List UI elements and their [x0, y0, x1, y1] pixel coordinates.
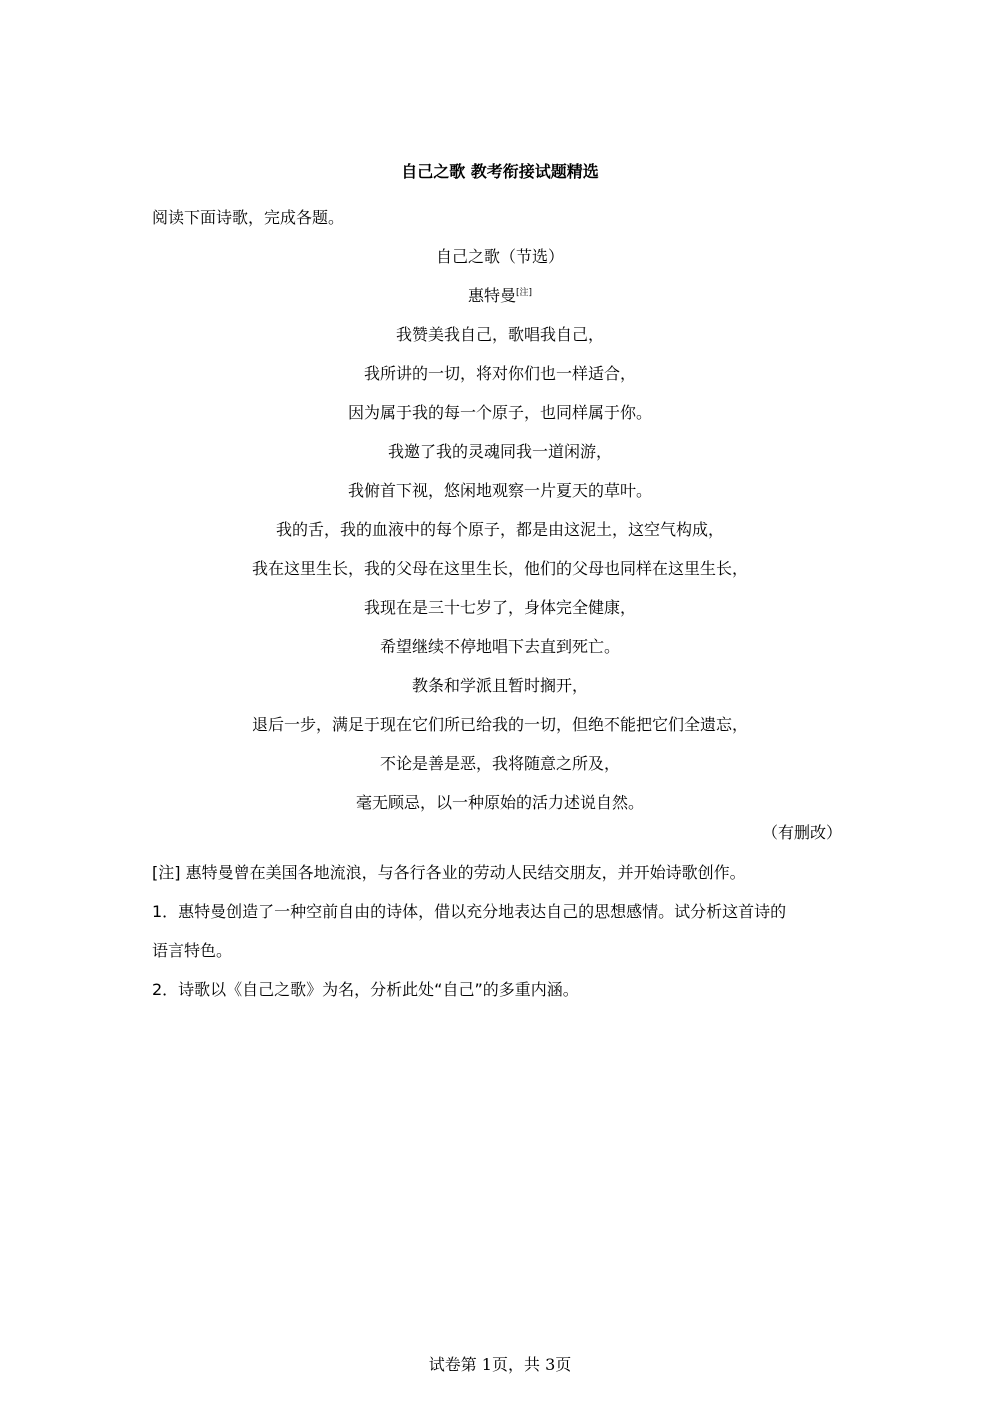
question-2: 2．诗歌以《自己之歌》为名，分析此处“自己”的多重内涵。 — [152, 980, 579, 999]
poem-line: 我赞美我自己，歌唱我自己， — [395, 325, 604, 344]
reading-instruction: 阅读下面诗歌，完成各题。 — [152, 208, 345, 227]
poem-line: 毫无顾忌，以一种原始的活力述说自然。 — [355, 793, 644, 812]
poem-title: 自己之歌（节选） — [435, 247, 564, 266]
author-note-marker: [注] — [515, 288, 533, 298]
poem-line: 因为属于我的每一个原子，也同样属于你。 — [347, 403, 652, 422]
page-footer: 试卷第 1页，共 3页 — [428, 1355, 572, 1374]
poem-line: 我现在是三十七岁了，身体完全健康， — [363, 598, 636, 617]
question-1-continued: 语言特色。 — [152, 941, 233, 960]
source-note: （有删改） — [761, 823, 842, 842]
poem-line: 我俯首下视，悠闲地观察一片夏天的草叶。 — [347, 481, 652, 500]
poem-line: 教条和学派且暂时搁开， — [411, 676, 588, 695]
document-title: 自己之歌 教考衔接试题精选 — [401, 162, 599, 181]
footnote: [注] 惠特曼曾在美国各地流浪，与各行各业的劳动人民结交朋友，并开始诗歌创作。 — [152, 863, 746, 882]
poem-line: 我所讲的一切，将对你们也一样适合， — [363, 364, 636, 383]
poem-line: 希望继续不停地唱下去直到死亡。 — [379, 637, 620, 656]
poem-line: 我的舌，我的血液中的每个原子，都是由这泥土，这空气构成， — [275, 520, 724, 539]
poem-line: 我邀了我的灵魂同我一道闲游， — [387, 442, 612, 461]
poem-line: 我在这里生长，我的父母在这里生长，他们的父母也同样在这里生长， — [251, 559, 748, 578]
poem-line: 不论是善是恶，我将随意之所及， — [379, 754, 620, 773]
poem-author: 惠特曼 — [467, 286, 516, 305]
notes-and-questions — [152, 853, 852, 1009]
poem-author-line — [150, 276, 850, 315]
question-1: 1．惠特曼创造了一种空前自由的诗体，借以充分地表达自己的思想感情。试分析这首诗的 — [152, 902, 787, 921]
poem-line: 退后一步，满足于现在它们所已给我的一切，但绝不能把它们全遗忘， — [251, 715, 748, 734]
poem — [150, 237, 850, 822]
